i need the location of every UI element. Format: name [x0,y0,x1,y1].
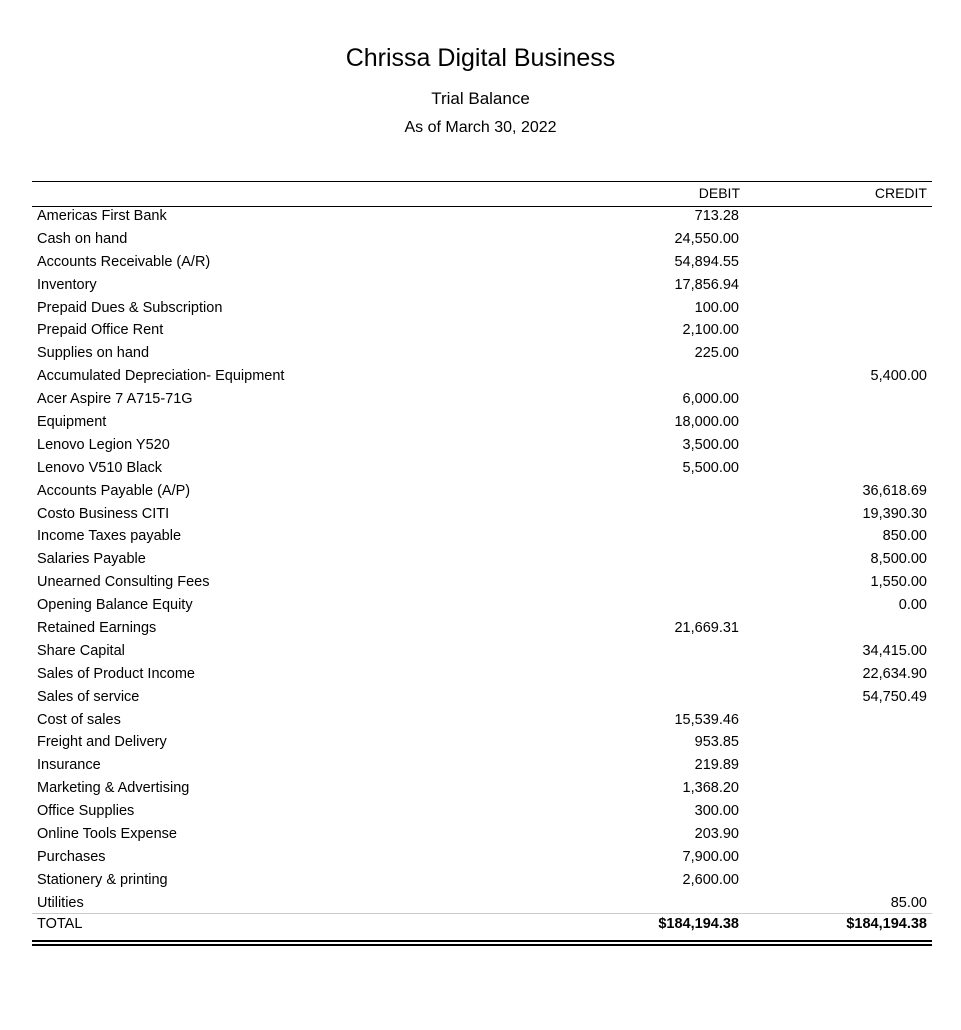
account-name: Lenovo Legion Y520 [37,436,170,453]
table-row [32,297,932,320]
double-rule-bottom [32,944,932,946]
table-row [32,548,932,571]
table-row [32,731,932,754]
account-name: Share Capital [37,642,125,659]
table-row [32,457,932,480]
total-credit: $184,194.38 [846,916,927,932]
debit-amount: 953.85 [694,734,739,751]
table-row [32,709,932,732]
table-row [32,571,932,594]
account-name: Unearned Consulting Fees [37,574,210,591]
account-name: Stationery & printing [37,871,168,888]
debit-amount: 24,550.00 [674,230,739,247]
account-name: Office Supplies [37,803,135,820]
table-row [32,800,932,823]
credit-amount: 0.00 [898,597,927,614]
table-row [32,525,932,548]
table-top-rule [32,181,932,182]
table-row [32,754,932,777]
table-row [32,274,932,297]
account-rows [32,205,932,915]
debit-amount: 100.00 [694,299,739,316]
debit-amount: 225.00 [694,345,739,362]
account-name: Utilities [37,894,84,911]
debit-amount: 2,100.00 [682,322,739,339]
credit-amount: 1,550.00 [870,574,927,591]
credit-amount: 54,750.49 [862,688,927,705]
table-row [32,388,932,411]
account-name: Costo Business CITI [37,505,170,522]
account-name: Sales of service [37,688,140,705]
table-row [32,640,932,663]
debit-amount: 1,368.20 [682,780,739,797]
account-name: Cost of sales [37,711,121,728]
debit-amount: 300.00 [694,803,739,820]
debit-amount: 6,000.00 [682,391,739,408]
company-name: Chrissa Digital Business [345,44,616,72]
account-name: Salaries Payable [37,551,146,568]
account-name: Insurance [37,757,101,774]
table-row [32,205,932,228]
debit-amount: 7,900.00 [682,848,739,865]
debit-column-header: DEBIT [698,185,740,201]
account-name: Cash on hand [37,230,128,247]
credit-amount: 22,634.90 [862,665,927,682]
table-row [32,846,932,869]
credit-amount: 36,618.69 [862,482,927,499]
table-row [32,663,932,686]
table-row [32,434,932,457]
total-row [32,912,932,936]
debit-amount: 2,600.00 [682,871,739,888]
account-name: Online Tools Expense [37,826,177,843]
table-row [32,365,932,388]
table-row [32,686,932,709]
account-name: Americas First Bank [37,208,167,224]
account-name: Accounts Receivable (A/R) [37,253,211,270]
account-name: Freight and Delivery [37,734,167,751]
double-rule-top [32,940,932,942]
table-row [32,480,932,503]
account-name: Accumulated Depreciation- Equipment [37,368,285,385]
table-row [32,823,932,846]
credit-amount: 19,390.30 [862,505,927,522]
table-row [32,228,932,251]
table-row [32,594,932,617]
account-name: Inventory [37,276,97,293]
table-row [32,251,932,274]
report-title: Trial Balance [431,89,530,108]
credit-amount: 85.00 [890,894,927,911]
debit-amount: 203.90 [694,826,739,843]
debit-amount: 54,894.55 [674,253,739,270]
account-name: Purchases [37,848,106,865]
account-name: Opening Balance Equity [37,597,193,614]
account-name: Equipment [37,414,107,431]
total-label: TOTAL [37,916,83,932]
account-name: Accounts Payable (A/P) [37,482,191,499]
table-row [32,617,932,640]
debit-amount: 5,500.00 [682,459,739,476]
debit-amount: 713.28 [694,208,739,224]
table-row [32,411,932,434]
account-name: Supplies on hand [37,345,150,362]
table-row [32,319,932,342]
credit-amount: 5,400.00 [870,368,927,385]
debit-amount: 17,856.94 [674,276,739,293]
account-name: Marketing & Advertising [37,780,190,797]
account-name: Income Taxes payable [37,528,182,545]
debit-amount: 3,500.00 [682,436,739,453]
debit-amount: 21,669.31 [674,620,739,637]
debit-amount: 18,000.00 [674,414,739,431]
account-name: Retained Earnings [37,620,157,637]
table-row [32,503,932,526]
debit-amount: 219.89 [694,757,739,774]
account-name: Lenovo V510 Black [37,459,162,476]
credit-amount: 8,500.00 [870,551,927,568]
account-name: Prepaid Office Rent [37,322,164,339]
table-row [32,777,932,800]
credit-column-header: CREDIT [874,185,927,201]
credit-amount: 34,415.00 [862,642,927,659]
credit-amount: 850.00 [882,528,927,545]
debit-amount: 15,539.46 [674,711,739,728]
table-row [32,869,932,892]
total-debit: $184,194.38 [658,916,739,932]
account-name: Prepaid Dues & Subscription [37,299,223,316]
account-name: Sales of Product Income [37,665,195,682]
account-name: Acer Aspire 7 A715-71G [37,391,193,408]
report-date: As of March 30, 2022 [404,119,557,136]
table-row [32,342,932,365]
